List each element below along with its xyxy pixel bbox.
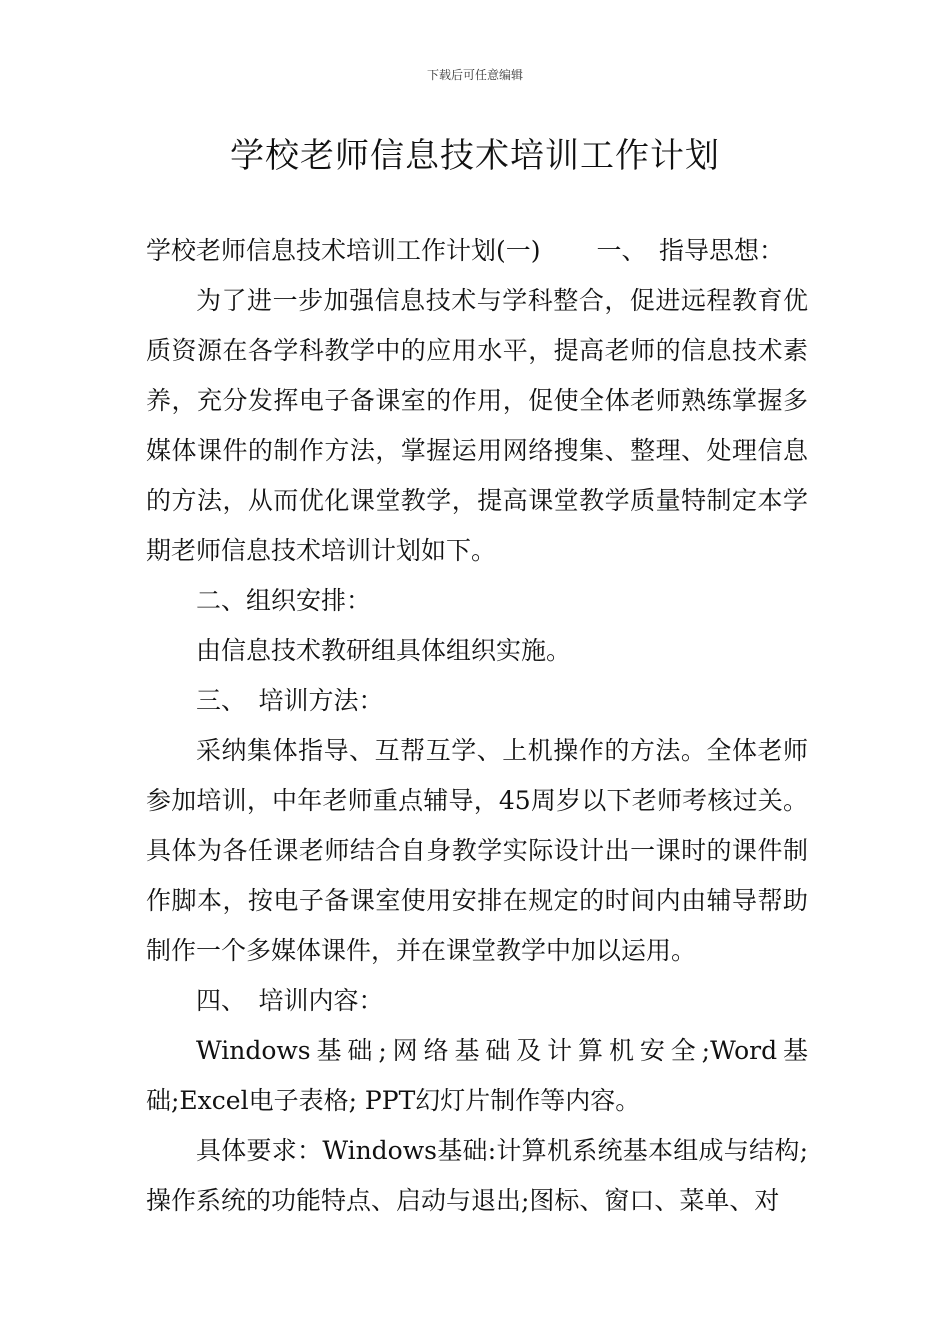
paragraph-organization: 由信息技术教研组具体组织实施。 [196, 636, 572, 665]
section-heading-3: 三、 培训方法： [196, 686, 384, 715]
section-heading-1: 一、 指导思想： [596, 236, 785, 265]
paragraph-training-content: Windows基础;网络基础及计算机安全;Word基础;Excel电子表格; PPT幻灯片制作等内容。 [146, 1036, 808, 1115]
header-note: 下载后可任意编辑 [426, 68, 523, 82]
section-heading-4: 四、 培训内容： [196, 986, 384, 1015]
section-heading-2: 二、组织安排： [196, 586, 372, 615]
document-title: 学校老师信息技术培训工作计划 [230, 136, 720, 176]
document-body [146, 226, 808, 1226]
paragraph-training-method: 采纳集体指导、互帮互学、上机操作的方法。全体老师参加培训，中年老师重点辅导，45周岁以下老师考核过关。具体为各任课老师结合自身教学实际设计出一课时的课件制作脚本，按电子备课室使用安排在规定的时间内由辅导帮助制作一个多媒体课件，并在课堂教学中加以运用。 [146, 736, 808, 965]
paragraph-guiding-thought: 为了进一步加强信息技术与学科整合，促进远程教育优质资源在各学科教学中的应用水平，提高老师的信息技术素养，充分发挥电子备课室的作用，促使全体老师熟练掌握多媒体课件的制作方法，掌握运用网络搜集、整理、处理信息的方法，从而优化课堂教学，提高课堂教学质量特制定本学期老师信息技术培训计划如下。 [146, 286, 808, 565]
section-lead-line [146, 226, 808, 276]
plan-subtitle: 学校老师信息技术培训工作计划(一) [146, 236, 541, 265]
paragraph-requirements: 具体要求：Windows基础:计算机系统基本组成与结构;操作系统的功能特点、启动与退出;图标、窗口、菜单、对 [146, 1136, 808, 1215]
